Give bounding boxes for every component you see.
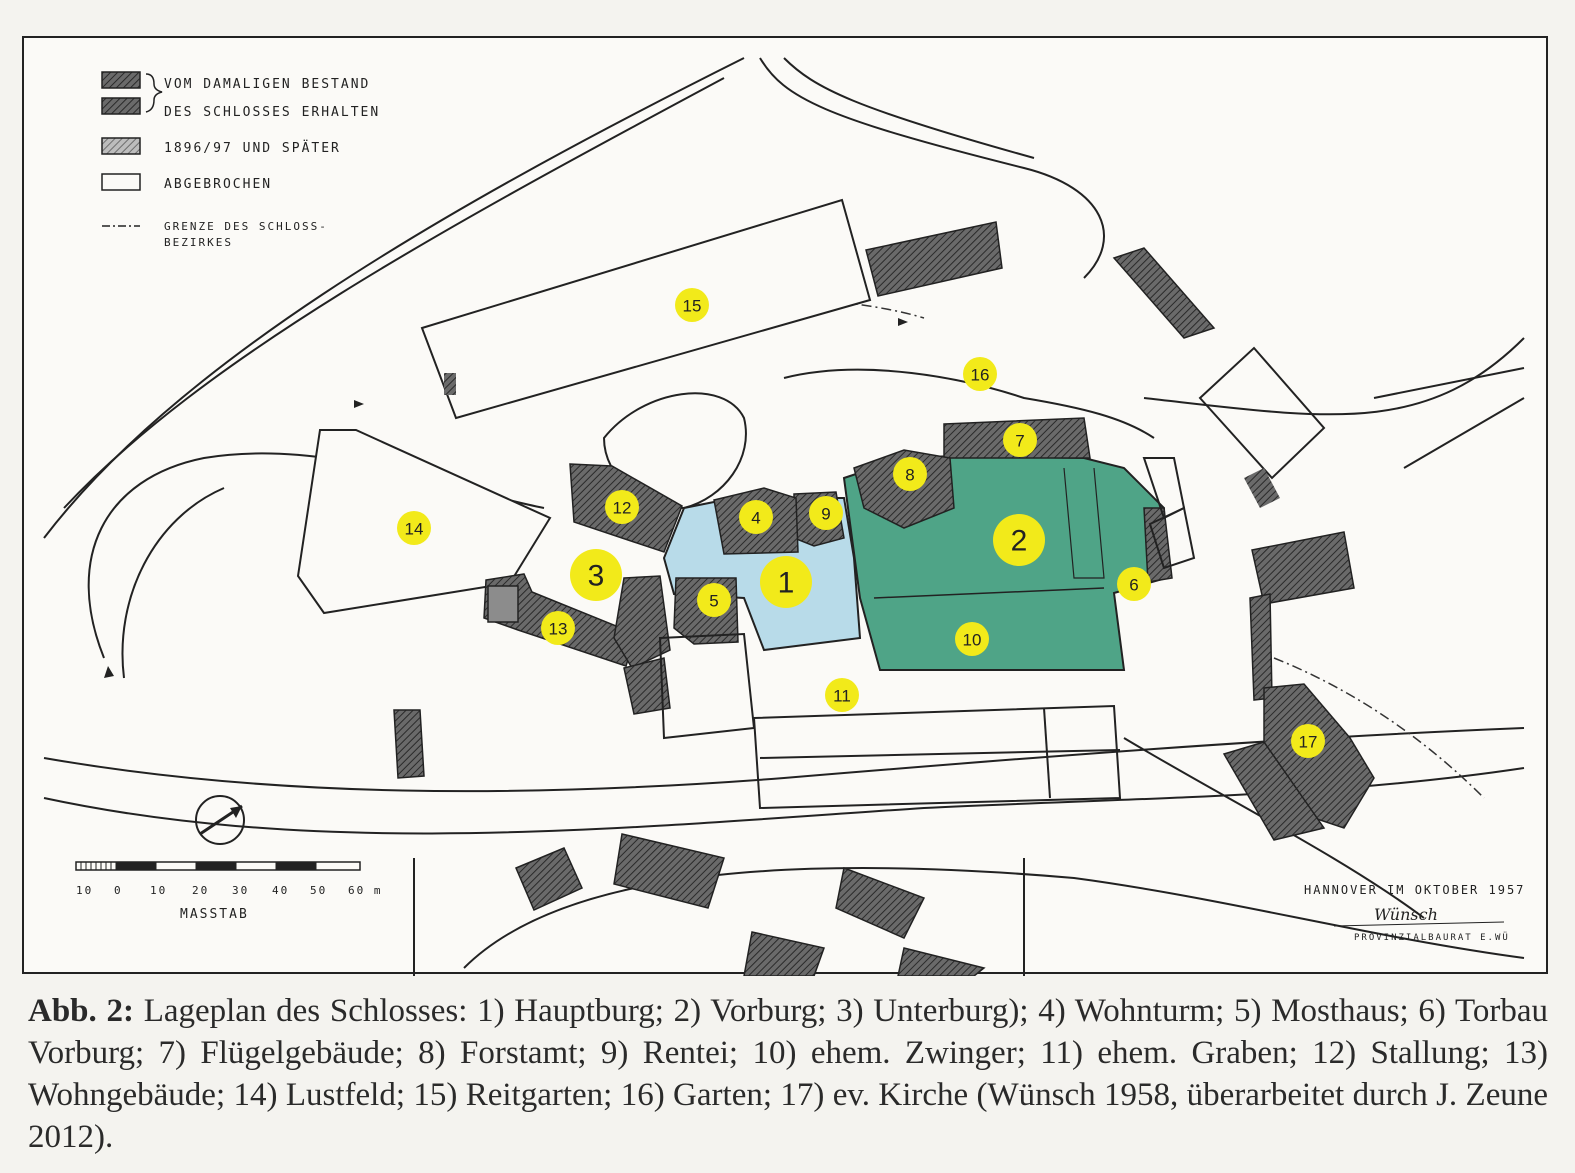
scale-tick-1: 0 <box>114 884 123 897</box>
marker-11 <box>825 678 859 712</box>
south-buildings <box>516 834 984 976</box>
north-arrow-icon <box>196 796 244 844</box>
marker-2 <box>993 514 1045 566</box>
caption-label: Abb. 2: <box>28 993 134 1029</box>
building-top-2 <box>1114 248 1214 338</box>
marker-9-label: 9 <box>821 504 831 524</box>
small-building-15 <box>444 373 456 395</box>
marker-6 <box>1117 567 1151 601</box>
legend-swatch-existing-1 <box>102 72 140 88</box>
marker-4-label: 4 <box>751 508 761 528</box>
marker-7-label: 7 <box>1015 431 1025 451</box>
marker-1 <box>760 556 812 608</box>
scale-tick-5: 40 <box>272 884 290 897</box>
legend <box>102 72 380 249</box>
scale-tick-3: 20 <box>192 884 210 897</box>
marker-13 <box>541 611 575 645</box>
building-east-wall <box>1250 594 1272 700</box>
marker-8-label: 8 <box>905 465 915 485</box>
building-13-inner <box>488 586 518 622</box>
marker-5-label: 5 <box>709 591 719 611</box>
marker-12 <box>605 490 639 524</box>
building-top-1 <box>866 222 1002 296</box>
marker-3 <box>570 549 622 601</box>
marker-6-label: 6 <box>1129 575 1139 595</box>
legend-label-boundary-2: BEZIRKES <box>164 236 233 249</box>
legend-brace <box>146 74 162 112</box>
legend-swatch-later <box>102 138 140 154</box>
site-plan-drawing <box>24 38 1550 976</box>
marker-13-label: 13 <box>548 619 568 639</box>
caption-text: Lageplan des Schlosses: 1) Hauptburg; 2) Vorburg; 3) Unterburg); 4) Wohnturm; 5) Mosthaus; 6) Torbau Vorburg; 7) Flügelgebäude; 8) Forstamt; 9) Rentei; 10) ehem. Zwinger; 11) ehem. Graben; 12) Stallung; 13) Wohngebäude; 14) Lustfeld; 15) Reitgarten; 16) Garten; 17) ev. Kirche (Wünsch 1958, überarbeitet durch J. Zeune 2012). <box>28 993 1548 1155</box>
marker-7 <box>1003 423 1037 457</box>
legend-label-later: 1896/97 UND SPÄTER <box>164 141 341 156</box>
site-plan-map <box>22 36 1548 974</box>
building-east-tower <box>1252 532 1354 604</box>
signature-name: Wünsch <box>1374 905 1438 924</box>
marker-9 <box>809 496 843 530</box>
marker-8 <box>893 457 927 491</box>
legend-label-boundary-1: GRENZE DES SCHLOSS- <box>164 220 328 233</box>
building-right-small <box>1244 468 1280 508</box>
marker-14-label: 14 <box>404 519 424 539</box>
figure-caption <box>28 990 1548 1158</box>
signature-place-date: HANNOVER IM OKTOBER 1957 <box>1304 883 1526 897</box>
marker-15 <box>675 288 709 322</box>
marker-2-label: 2 <box>1010 524 1028 558</box>
scale-tick-4: 30 <box>232 884 250 897</box>
marker-1-label: 1 <box>777 566 795 600</box>
marker-10 <box>955 622 989 656</box>
marker-10-label: 10 <box>962 630 982 650</box>
building-south-1 <box>394 710 424 778</box>
legend-label-existing-1: VOM DAMALIGEN BESTAND <box>164 77 371 92</box>
marker-17-label: 17 <box>1298 732 1318 752</box>
marker-5 <box>697 583 731 617</box>
marker-3-label: 3 <box>587 559 605 593</box>
legend-label-existing-2: DES SCHLOSSES ERHALTEN <box>164 105 381 120</box>
marker-17 <box>1291 724 1325 758</box>
scale-bar <box>76 862 383 922</box>
marker-15-label: 15 <box>682 296 702 316</box>
scale-tick-6: 50 <box>310 884 328 897</box>
signature-title: PROVINZIALBAURAT E.WÜ <box>1354 933 1510 943</box>
marker-4 <box>739 500 773 534</box>
scale-tick-7: 60 m <box>348 884 383 897</box>
marker-16 <box>963 357 997 391</box>
scale-tick-0: 10 <box>76 884 94 897</box>
building-gate-6 <box>1144 508 1172 582</box>
signature-block <box>1304 883 1525 943</box>
marker-14 <box>397 511 431 545</box>
scale-label: MASSTAB <box>180 907 249 922</box>
marker-11-label: 11 <box>833 686 851 706</box>
marker-12-label: 12 <box>612 498 632 518</box>
reitgarten <box>422 200 870 418</box>
legend-label-demolished: ABGEBROCHEN <box>164 177 273 192</box>
legend-swatch-existing-2 <box>102 98 140 114</box>
legend-swatch-demolished <box>102 174 140 190</box>
scale-tick-2: 10 <box>150 884 168 897</box>
marker-16-label: 16 <box>970 365 990 385</box>
